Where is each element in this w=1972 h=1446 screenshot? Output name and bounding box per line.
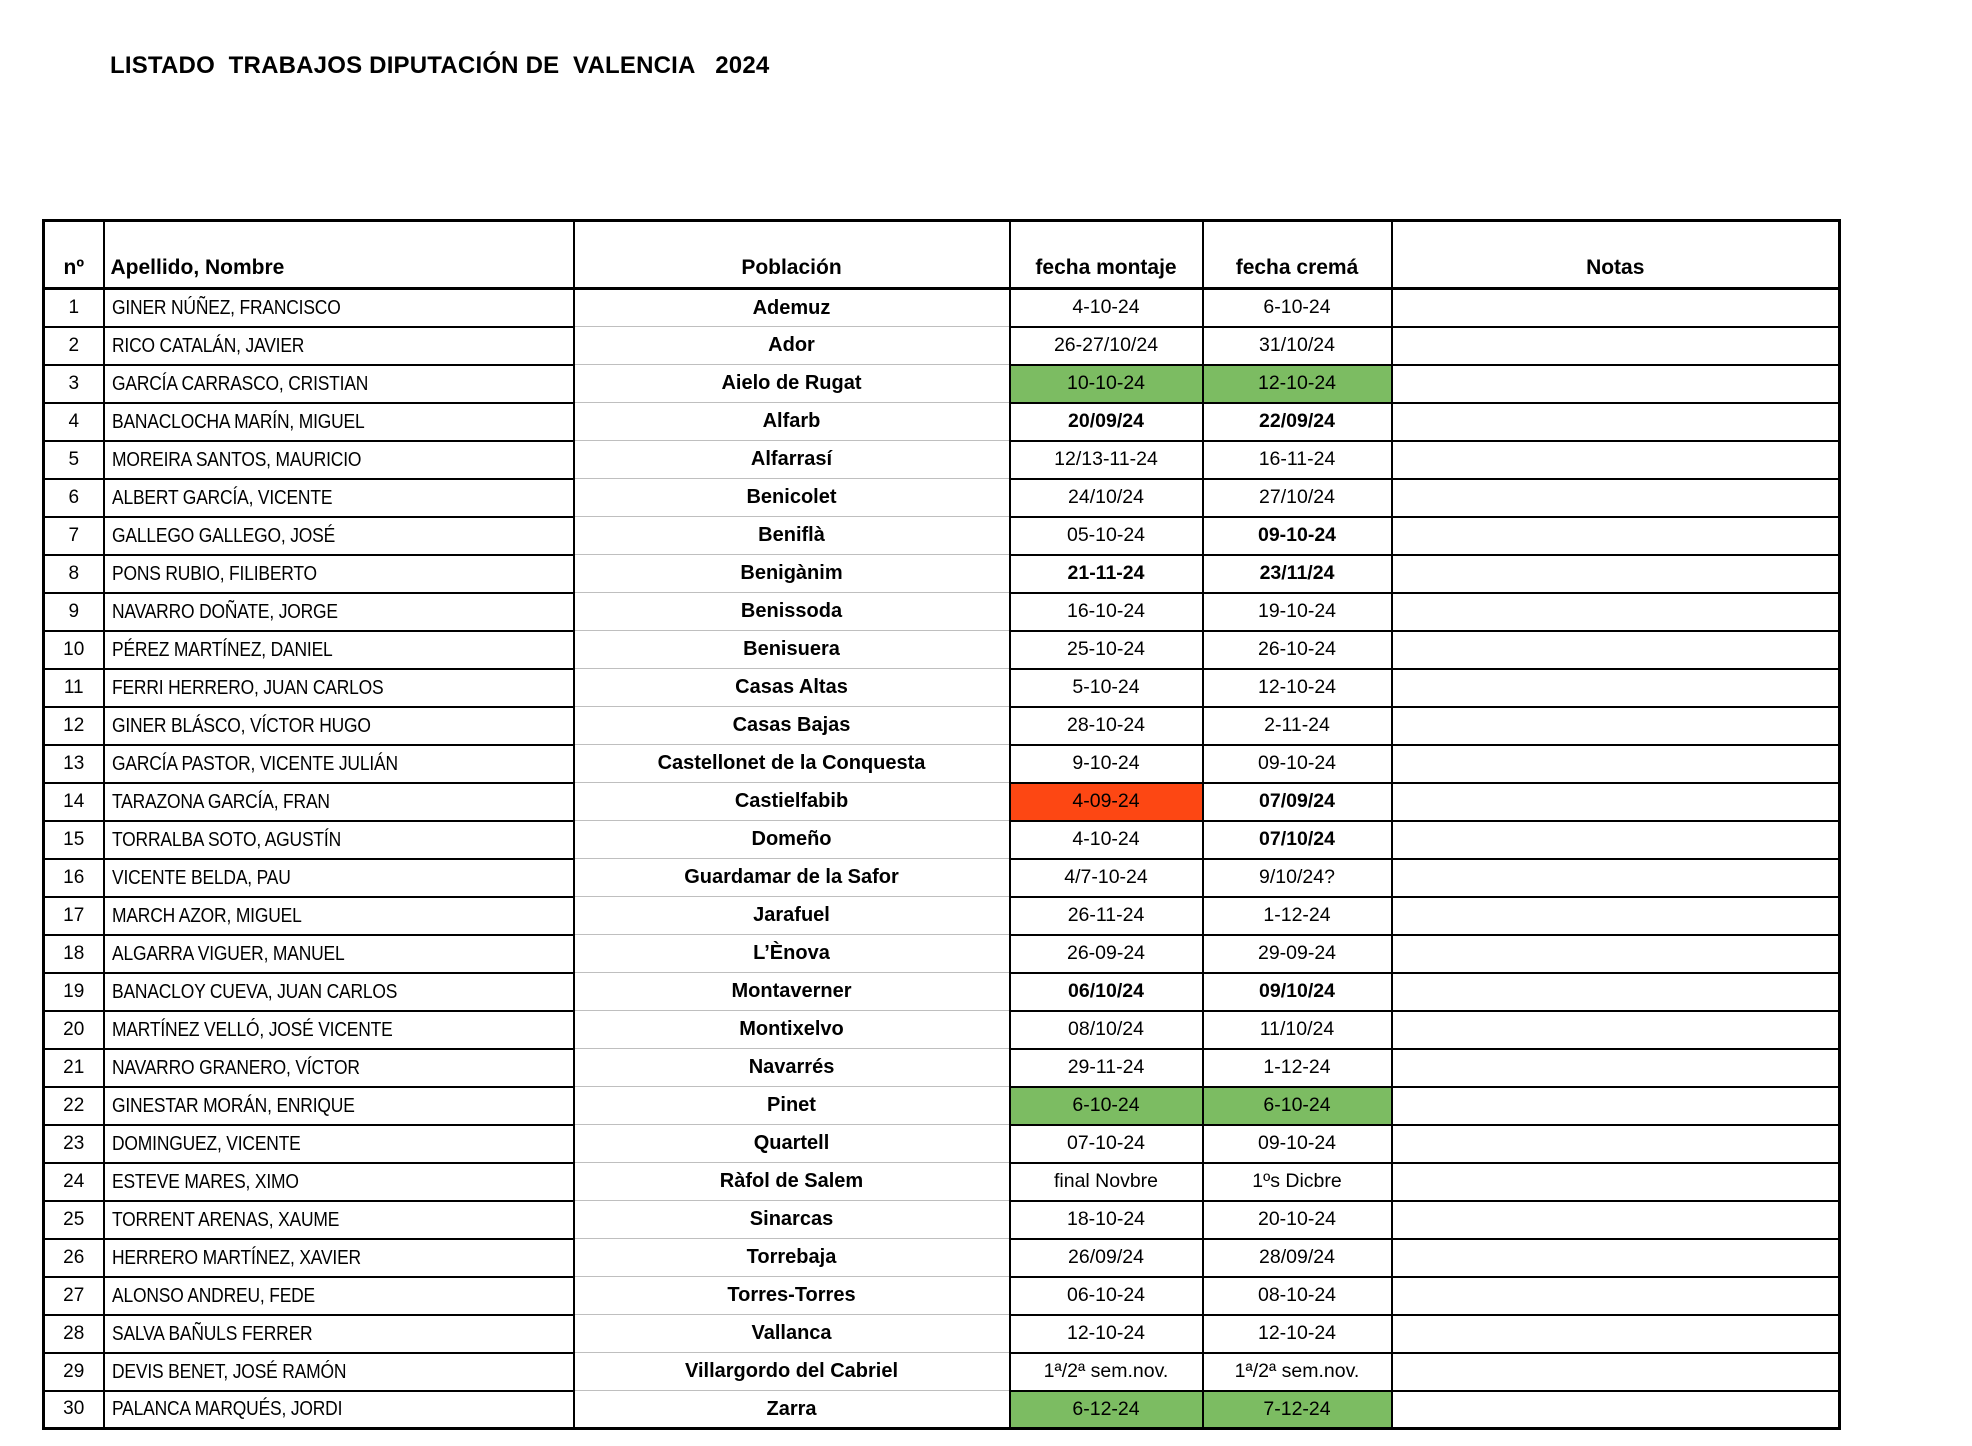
person-name: GINER NÚÑEZ, FRANCISCO [111, 295, 341, 319]
row-number-cell: 5 [44, 441, 104, 479]
header-fecha-crema: fecha cremá [1203, 221, 1392, 289]
name-cell [104, 631, 574, 669]
montaje-date-cell: 07-10-24 [1010, 1125, 1203, 1163]
row-number-cell: 3 [44, 365, 104, 403]
table-row [44, 669, 1840, 707]
town-cell: Castellonet de la Conquesta [574, 745, 1010, 783]
table-body [44, 289, 1840, 1429]
town-cell: Alfarb [574, 403, 1010, 441]
header-number: nº [44, 221, 104, 289]
header-row [44, 221, 1840, 289]
person-name: GARCÍA PASTOR, VICENTE JULIÁN [111, 751, 398, 775]
row-number-cell: 2 [44, 327, 104, 365]
name-cell [104, 1049, 574, 1087]
notas-cell [1392, 631, 1840, 669]
notas-cell [1392, 821, 1840, 859]
town-cell: Quartell [574, 1125, 1010, 1163]
town-cell: Montaverner [574, 973, 1010, 1011]
row-number-cell: 11 [44, 669, 104, 707]
person-name: GALLEGO GALLEGO, JOSÉ [111, 523, 335, 547]
person-name: BANACLOCHA MARÍN, MIGUEL [111, 409, 365, 433]
montaje-date-cell: 6-12-24 [1010, 1391, 1203, 1429]
town-cell: Casas Bajas [574, 707, 1010, 745]
montaje-date-cell: final Novbre [1010, 1163, 1203, 1201]
table-row [44, 1087, 1840, 1125]
montaje-date-cell: 06-10-24 [1010, 1277, 1203, 1315]
table-row [44, 859, 1840, 897]
montaje-date-cell: 18-10-24 [1010, 1201, 1203, 1239]
table-row [44, 479, 1840, 517]
notas-cell [1392, 1353, 1840, 1391]
town-cell: Benisuera [574, 631, 1010, 669]
crema-date-cell: 09-10-24 [1203, 745, 1392, 783]
table-row [44, 289, 1840, 327]
notas-cell [1392, 1277, 1840, 1315]
row-number-cell: 14 [44, 783, 104, 821]
person-name: TORRALBA SOTO, AGUSTÍN [111, 827, 341, 851]
person-name: NAVARRO GRANERO, VÍCTOR [111, 1055, 360, 1079]
name-cell [104, 1087, 574, 1125]
montaje-date-cell: 28-10-24 [1010, 707, 1203, 745]
crema-date-cell: 1ª/2ª sem.nov. [1203, 1353, 1392, 1391]
crema-date-cell: 09-10-24 [1203, 1125, 1392, 1163]
person-name: DEVIS BENET, JOSÉ RAMÓN [111, 1359, 346, 1383]
montaje-date-cell: 12/13-11-24 [1010, 441, 1203, 479]
table-row [44, 897, 1840, 935]
crema-date-cell: 23/11/24 [1203, 555, 1392, 593]
name-cell [104, 517, 574, 555]
crema-date-cell: 27/10/24 [1203, 479, 1392, 517]
row-number-cell: 30 [44, 1391, 104, 1429]
town-cell: Ràfol de Salem [574, 1163, 1010, 1201]
notas-cell [1392, 479, 1840, 517]
table-row [44, 327, 1840, 365]
person-name: TORRENT ARENAS, XAUME [111, 1207, 339, 1231]
town-cell: L’Ènova [574, 935, 1010, 973]
row-number-cell: 7 [44, 517, 104, 555]
crema-date-cell: 12-10-24 [1203, 365, 1392, 403]
town-cell: Villargordo del Cabriel [574, 1353, 1010, 1391]
page-title: LISTADO TRABAJOS DIPUTACIÓN DE VALENCIA 2024 [110, 52, 770, 79]
notas-cell [1392, 1239, 1840, 1277]
notas-cell [1392, 897, 1840, 935]
montaje-date-cell: 4-10-24 [1010, 821, 1203, 859]
row-number-cell: 15 [44, 821, 104, 859]
montaje-date-cell: 06/10/24 [1010, 973, 1203, 1011]
row-number-cell: 8 [44, 555, 104, 593]
row-number-cell: 25 [44, 1201, 104, 1239]
notas-cell [1392, 555, 1840, 593]
notas-cell [1392, 365, 1840, 403]
town-cell: Benissoda [574, 593, 1010, 631]
crema-date-cell: 12-10-24 [1203, 1315, 1392, 1353]
notas-cell [1392, 859, 1840, 897]
crema-date-cell: 07/10/24 [1203, 821, 1392, 859]
crema-date-cell: 31/10/24 [1203, 327, 1392, 365]
town-cell: Casas Altas [574, 669, 1010, 707]
notas-cell [1392, 593, 1840, 631]
montaje-date-cell: 20/09/24 [1010, 403, 1203, 441]
name-cell [104, 1391, 574, 1429]
name-cell [104, 1315, 574, 1353]
montaje-date-cell: 6-10-24 [1010, 1087, 1203, 1125]
notas-cell [1392, 1087, 1840, 1125]
person-name: PONS RUBIO, FILIBERTO [111, 561, 317, 585]
montaje-date-cell: 16-10-24 [1010, 593, 1203, 631]
montaje-date-cell: 4-09-24 [1010, 783, 1203, 821]
crema-date-cell: 07/09/24 [1203, 783, 1392, 821]
notas-cell [1392, 441, 1840, 479]
name-cell [104, 1125, 574, 1163]
header-town: Población [574, 221, 1010, 289]
crema-date-cell: 6-10-24 [1203, 1087, 1392, 1125]
table-row [44, 1125, 1840, 1163]
crema-date-cell: 9/10/24? [1203, 859, 1392, 897]
town-cell: Jarafuel [574, 897, 1010, 935]
row-number-cell: 16 [44, 859, 104, 897]
notas-cell [1392, 973, 1840, 1011]
notas-cell [1392, 1125, 1840, 1163]
row-number-cell: 1 [44, 289, 104, 327]
person-name: PÉREZ MARTÍNEZ, DANIEL [111, 637, 333, 661]
table-row [44, 365, 1840, 403]
name-cell [104, 593, 574, 631]
town-cell: Torres-Torres [574, 1277, 1010, 1315]
row-number-cell: 12 [44, 707, 104, 745]
row-number-cell: 17 [44, 897, 104, 935]
table-row [44, 1277, 1840, 1315]
name-cell [104, 403, 574, 441]
name-cell [104, 1277, 574, 1315]
crema-date-cell: 26-10-24 [1203, 631, 1392, 669]
town-cell: Alfarrasí [574, 441, 1010, 479]
notas-cell [1392, 327, 1840, 365]
town-cell: Domeño [574, 821, 1010, 859]
table-row [44, 1315, 1840, 1353]
person-name: FERRI HERRERO, JUAN CARLOS [111, 675, 384, 699]
notas-cell [1392, 403, 1840, 441]
notas-cell [1392, 1201, 1840, 1239]
table-row [44, 1011, 1840, 1049]
row-number-cell: 21 [44, 1049, 104, 1087]
montaje-date-cell: 4/7-10-24 [1010, 859, 1203, 897]
person-name: BANACLOY CUEVA, JUAN CARLOS [111, 979, 397, 1003]
row-number-cell: 24 [44, 1163, 104, 1201]
town-cell: Montixelvo [574, 1011, 1010, 1049]
notas-cell [1392, 1315, 1840, 1353]
notas-cell [1392, 935, 1840, 973]
name-cell [104, 783, 574, 821]
crema-date-cell: 19-10-24 [1203, 593, 1392, 631]
crema-date-cell: 6-10-24 [1203, 289, 1392, 327]
town-cell: Ademuz [574, 289, 1010, 327]
notas-cell [1392, 669, 1840, 707]
notas-cell [1392, 707, 1840, 745]
person-name: GARCÍA CARRASCO, CRISTIAN [111, 371, 368, 395]
row-number-cell: 28 [44, 1315, 104, 1353]
person-name: PALANCA MARQUÉS, JORDI [111, 1397, 342, 1421]
name-cell [104, 821, 574, 859]
header-notas: Notas [1392, 221, 1840, 289]
montaje-date-cell: 05-10-24 [1010, 517, 1203, 555]
town-cell: Sinarcas [574, 1201, 1010, 1239]
table-row [44, 1239, 1840, 1277]
name-cell [104, 1353, 574, 1391]
name-cell [104, 935, 574, 973]
person-name: GINESTAR MORÁN, ENRIQUE [111, 1093, 355, 1117]
table-row [44, 1391, 1840, 1429]
table-row [44, 935, 1840, 973]
row-number-cell: 23 [44, 1125, 104, 1163]
crema-date-cell: 09-10-24 [1203, 517, 1392, 555]
crema-date-cell: 08-10-24 [1203, 1277, 1392, 1315]
row-number-cell: 9 [44, 593, 104, 631]
row-number-cell: 27 [44, 1277, 104, 1315]
crema-date-cell: 12-10-24 [1203, 669, 1392, 707]
montaje-date-cell: 5-10-24 [1010, 669, 1203, 707]
table-row [44, 631, 1840, 669]
notas-cell [1392, 783, 1840, 821]
crema-date-cell: 29-09-24 [1203, 935, 1392, 973]
notas-cell [1392, 517, 1840, 555]
crema-date-cell: 28/09/24 [1203, 1239, 1392, 1277]
table-row [44, 403, 1840, 441]
town-cell: Pinet [574, 1087, 1010, 1125]
name-cell [104, 707, 574, 745]
montaje-date-cell: 21-11-24 [1010, 555, 1203, 593]
person-name: MARCH AZOR, MIGUEL [111, 903, 302, 927]
crema-date-cell: 09/10/24 [1203, 973, 1392, 1011]
row-number-cell: 19 [44, 973, 104, 1011]
table-row [44, 441, 1840, 479]
name-cell [104, 859, 574, 897]
person-name: SALVA BAÑULS FERRER [111, 1321, 312, 1345]
person-name: HERRERO MARTÍNEZ, XAVIER [111, 1245, 361, 1269]
row-number-cell: 4 [44, 403, 104, 441]
person-name: ALGARRA VIGUER, MANUEL [111, 941, 345, 965]
montaje-date-cell: 24/10/24 [1010, 479, 1203, 517]
name-cell [104, 745, 574, 783]
montaje-date-cell: 25-10-24 [1010, 631, 1203, 669]
name-cell [104, 555, 574, 593]
town-cell: Vallanca [574, 1315, 1010, 1353]
person-name: ALBERT GARCÍA, VICENTE [111, 485, 332, 509]
town-cell: Benicolet [574, 479, 1010, 517]
crema-date-cell: 7-12-24 [1203, 1391, 1392, 1429]
crema-date-cell: 16-11-24 [1203, 441, 1392, 479]
row-number-cell: 26 [44, 1239, 104, 1277]
table-row [44, 1163, 1840, 1201]
table-row [44, 821, 1840, 859]
person-name: MOREIRA SANTOS, MAURICIO [111, 447, 361, 471]
montaje-date-cell: 29-11-24 [1010, 1049, 1203, 1087]
row-number-cell: 10 [44, 631, 104, 669]
table-row [44, 745, 1840, 783]
person-name: DOMINGUEZ, VICENTE [111, 1131, 301, 1155]
table-row [44, 783, 1840, 821]
name-cell [104, 897, 574, 935]
person-name: NAVARRO DOÑATE, JORGE [111, 599, 338, 623]
name-cell [104, 1201, 574, 1239]
montaje-date-cell: 9-10-24 [1010, 745, 1203, 783]
table-row [44, 593, 1840, 631]
row-number-cell: 29 [44, 1353, 104, 1391]
person-name: ESTEVE MARES, XIMO [111, 1169, 299, 1193]
montaje-date-cell: 10-10-24 [1010, 365, 1203, 403]
name-cell [104, 973, 574, 1011]
row-number-cell: 6 [44, 479, 104, 517]
crema-date-cell: 1-12-24 [1203, 1049, 1392, 1087]
person-name: VICENTE BELDA, PAU [111, 865, 291, 889]
montaje-date-cell: 26-09-24 [1010, 935, 1203, 973]
table-row [44, 973, 1840, 1011]
crema-date-cell: 1ºs Dicbre [1203, 1163, 1392, 1201]
name-cell [104, 479, 574, 517]
montaje-date-cell: 08/10/24 [1010, 1011, 1203, 1049]
montaje-date-cell: 4-10-24 [1010, 289, 1203, 327]
notas-cell [1392, 1163, 1840, 1201]
table-row [44, 1049, 1840, 1087]
notas-cell [1392, 745, 1840, 783]
crema-date-cell: 1-12-24 [1203, 897, 1392, 935]
table-row [44, 555, 1840, 593]
name-cell [104, 1163, 574, 1201]
notas-cell [1392, 1011, 1840, 1049]
montaje-date-cell: 12-10-24 [1010, 1315, 1203, 1353]
town-cell: Ador [574, 327, 1010, 365]
row-number-cell: 20 [44, 1011, 104, 1049]
town-cell: Beniflà [574, 517, 1010, 555]
notas-cell [1392, 289, 1840, 327]
town-cell: Benigànim [574, 555, 1010, 593]
montaje-date-cell: 26/09/24 [1010, 1239, 1203, 1277]
town-cell: Guardamar de la Safor [574, 859, 1010, 897]
row-number-cell: 22 [44, 1087, 104, 1125]
person-name: GINER BLÁSCO, VÍCTOR HUGO [111, 713, 371, 737]
town-cell: Torrebaja [574, 1239, 1010, 1277]
notas-cell [1392, 1049, 1840, 1087]
town-cell: Zarra [574, 1391, 1010, 1429]
name-cell [104, 365, 574, 403]
town-cell: Aielo de Rugat [574, 365, 1010, 403]
row-number-cell: 18 [44, 935, 104, 973]
town-cell: Navarrés [574, 1049, 1010, 1087]
works-table [42, 219, 1841, 1430]
table-row [44, 517, 1840, 555]
montaje-date-cell: 26-11-24 [1010, 897, 1203, 935]
name-cell [104, 441, 574, 479]
name-cell [104, 289, 574, 327]
name-cell [104, 669, 574, 707]
person-name: ALONSO ANDREU, FEDE [111, 1283, 315, 1307]
name-cell [104, 327, 574, 365]
notas-cell [1392, 1391, 1840, 1429]
montaje-date-cell: 26-27/10/24 [1010, 327, 1203, 365]
crema-date-cell: 11/10/24 [1203, 1011, 1392, 1049]
table-row [44, 707, 1840, 745]
person-name: MARTÍNEZ VELLÓ, JOSÉ VICENTE [111, 1017, 393, 1041]
name-cell [104, 1239, 574, 1277]
name-cell [104, 1011, 574, 1049]
row-number-cell: 13 [44, 745, 104, 783]
crema-date-cell: 22/09/24 [1203, 403, 1392, 441]
montaje-date-cell: 1ª/2ª sem.nov. [1010, 1353, 1203, 1391]
header-fecha-montaje: fecha montaje [1010, 221, 1203, 289]
person-name: RICO CATALÁN, JAVIER [111, 333, 304, 357]
table-row [44, 1201, 1840, 1239]
town-cell: Castielfabib [574, 783, 1010, 821]
crema-date-cell: 20-10-24 [1203, 1201, 1392, 1239]
crema-date-cell: 2-11-24 [1203, 707, 1392, 745]
person-name: TARAZONA GARCÍA, FRAN [111, 789, 330, 813]
header-name: Apellido, Nombre [104, 221, 574, 289]
table-row [44, 1353, 1840, 1391]
